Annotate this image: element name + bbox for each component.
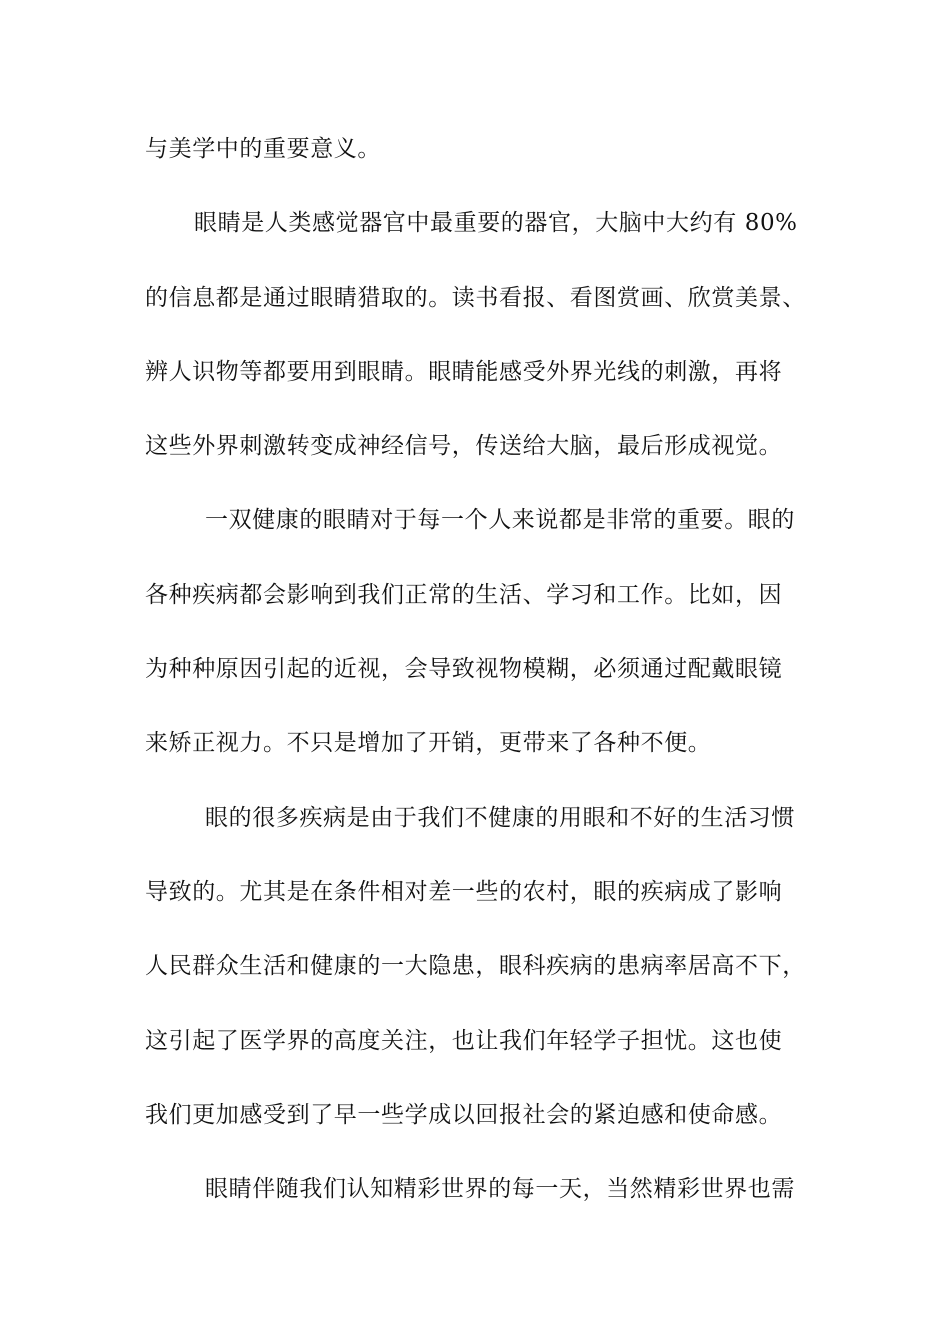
paragraph-start-line: 眼的很多疾病是由于我们不健康的用眼和不好的生活习惯	[205, 804, 795, 831]
text-line: 我们更加感受到了早一些学成以回报社会的紧迫感和使命感。	[145, 1101, 783, 1128]
text-line: 这些外界刺激转变成神经信号，传送给大脑，最后形成视觉。	[145, 433, 783, 460]
text-line: 为种种原因引起的近视，会导致视物模糊，必须通过配戴眼镜	[145, 656, 783, 683]
text-line: 这引起了医学界的高度关注，也让我们年轻学子担忧。这也使	[145, 1027, 783, 1054]
paragraph-start-line: 一双健康的眼睛对于每一个人来说都是非常的重要。眼的	[205, 507, 795, 534]
text-line: 的信息都是通过眼睛猎取的。读书看报、看图赏画、欣赏美景、	[145, 284, 806, 311]
paragraph-start-line: 眼睛伴随我们认知精彩世界的每一天，当然精彩世界也需	[205, 1176, 795, 1203]
text-line: 人民群众生活和健康的一大隐患，眼科疾病的患病率居高不下，	[145, 953, 806, 980]
body-text	[145, 133, 835, 1247]
text-line: 导致的。尤其是在条件相对差一些的农村，眼的疾病成了影响	[145, 878, 783, 905]
text-line: 各种疾病都会影响到我们正常的生活、学习和工作。比如，因	[145, 581, 783, 608]
text-line: 辨人识物等都要用到眼睛。眼睛能感受外界光线的刺激，再将	[145, 358, 783, 385]
text-line: 来矫正视力。不只是增加了开销，更带来了各种不便。	[145, 730, 712, 757]
paragraph-start-line: 眼睛是人类感觉器官中最重要的器官，大脑中大约有 80%	[194, 210, 798, 237]
text-line: 与美学中的重要意义。	[145, 136, 381, 162]
